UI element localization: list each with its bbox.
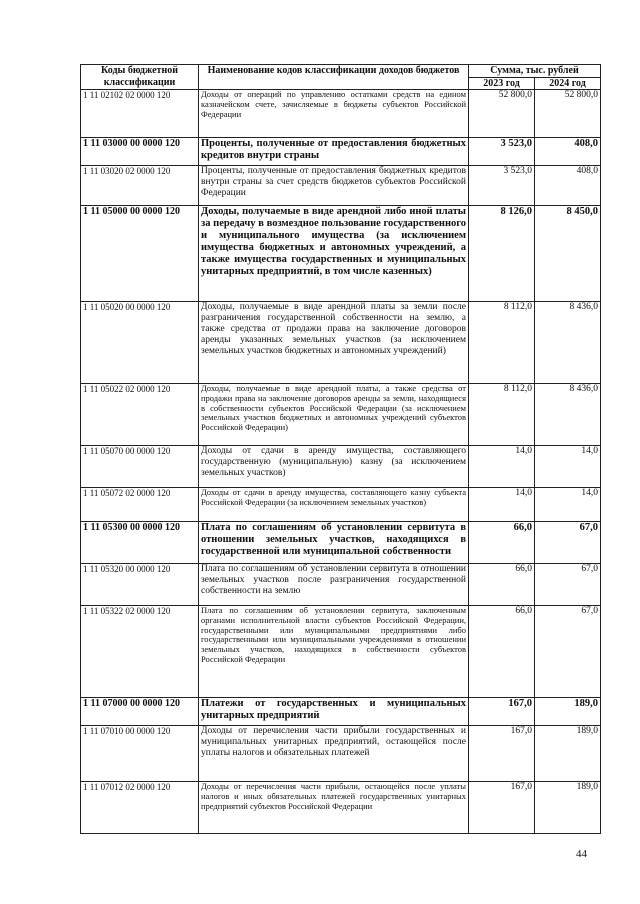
table-row (81, 522, 601, 564)
header-names: Наименование кодов классификации доходов бюджетов (199, 65, 469, 90)
row-2023: 52 800,0 (469, 90, 535, 138)
row-2023: 3 523,0 (469, 166, 535, 206)
table-row (81, 166, 601, 206)
budget-revenue-table (80, 64, 601, 834)
header-2024: 2024 год (535, 77, 601, 90)
table-row (81, 138, 601, 166)
row-2024: 67,0 (535, 564, 601, 606)
table-row (81, 698, 601, 726)
table-row (81, 782, 601, 834)
row-code: 1 11 05070 00 0000 120 (81, 446, 199, 488)
row-code: 1 11 05072 02 0000 120 (81, 488, 199, 522)
row-2024: 8 436,0 (535, 302, 601, 384)
row-2024: 52 800,0 (535, 90, 601, 138)
row-name: Доходы от сдачи в аренду имущества, составляющего казну субъекта Российской Федерации (за исключением земельных участков) (199, 488, 469, 522)
row-2023: 8 126,0 (469, 206, 535, 302)
row-code: 1 11 05320 00 0000 120 (81, 564, 199, 606)
row-2024: 14,0 (535, 488, 601, 522)
row-code: 1 11 05020 00 0000 120 (81, 302, 199, 384)
row-name: Доходы, получаемые в виде арендной платы за земли после разграничения государственной собственности на землю, а также средства от продажи права на заключение договоров аренды указанных земельных участков (за исключением земельных участков бюджетных и автономных учреждений) (199, 302, 469, 384)
row-name: Плата по соглашениям об установлении сервитута в отношении земельных участков после разграничения государственной собственности на землю (199, 564, 469, 606)
row-code: 1 11 05000 00 0000 120 (81, 206, 199, 302)
row-2024: 189,0 (535, 698, 601, 726)
row-2023: 8 112,0 (469, 384, 535, 446)
row-2023: 167,0 (469, 782, 535, 834)
row-2024: 408,0 (535, 166, 601, 206)
row-name: Плата по соглашениям об установлении сервитута, заключенным органами исполнительной власти субъектов Российской Федерации, государственными или муниципальными предприятиями либо государственными или муниципальными учреждениями в отношении земельных участков, находящихся в собственности субъектов Российской Федерации (199, 606, 469, 698)
table-row (81, 384, 601, 446)
header-row (81, 65, 601, 78)
row-2023: 66,0 (469, 522, 535, 564)
row-name: Доходы, получаемые в виде арендной платы, а также средства от продажи права на заключение договоров аренды за земли, находящиеся в собственности субъектов Российской Федерации (за исключением земельных участков бюджетных и автономных учреждений субъектов Российской Федерации) (199, 384, 469, 446)
row-code: 1 11 02102 02 0000 120 (81, 90, 199, 138)
row-code: 1 11 07012 02 0000 120 (81, 782, 199, 834)
row-name: Доходы от перечисления части прибыли государственных и муниципальных унитарных предприятий, остающейся после уплаты налогов и обязательных платежей (199, 726, 469, 782)
row-2024: 408,0 (535, 138, 601, 166)
row-name: Плата по соглашениям об установлении сервитута в отношении земельных участков, находящихся в государственной или муниципальной собственности (199, 522, 469, 564)
row-code: 1 11 05022 02 0000 120 (81, 384, 199, 446)
page-number: 44 (576, 848, 587, 860)
row-2023: 167,0 (469, 698, 535, 726)
header-2023: 2023 год (469, 77, 535, 90)
table-row (81, 302, 601, 384)
row-2024: 67,0 (535, 522, 601, 564)
header-sum: Сумма, тыс. рублей (469, 65, 601, 78)
row-name: Доходы от сдачи в аренду имущества, составляющего государственную (муниципальную) казну (за исключением земельных участков) (199, 446, 469, 488)
header-codes: Коды бюджетной классификации (81, 65, 199, 90)
row-2023: 3 523,0 (469, 138, 535, 166)
row-name: Доходы от перечисления части прибыли, остающейся после уплаты налогов и иных обязательных платежей государственных унитарных предприятий субъектов Российской Федерации (199, 782, 469, 834)
row-code: 1 11 05300 00 0000 120 (81, 522, 199, 564)
row-name: Проценты, полученные от предоставления бюджетных кредитов внутри страны (199, 138, 469, 166)
row-2023: 66,0 (469, 564, 535, 606)
row-2023: 66,0 (469, 606, 535, 698)
row-2023: 14,0 (469, 488, 535, 522)
table-row (81, 564, 601, 606)
row-2024: 8 436,0 (535, 384, 601, 446)
row-2024: 67,0 (535, 606, 601, 698)
row-name: Доходы от операций по управлению остатками средств на едином казначейском счете, зачисляемые в бюджеты субъектов Российской Федерации (199, 90, 469, 138)
table-row (81, 206, 601, 302)
row-code: 1 11 03000 00 0000 120 (81, 138, 199, 166)
row-2023: 8 112,0 (469, 302, 535, 384)
table-row (81, 606, 601, 698)
row-name: Проценты, полученные от предоставления бюджетных кредитов внутри страны за счет средств бюджетов субъектов Российской Федерации (199, 166, 469, 206)
row-code: 1 11 03020 02 0000 120 (81, 166, 199, 206)
row-name: Платежи от государственных и муниципальных унитарных предприятий (199, 698, 469, 726)
row-code: 1 11 05322 02 0000 120 (81, 606, 199, 698)
row-2024: 14,0 (535, 446, 601, 488)
row-code: 1 11 07010 00 0000 120 (81, 726, 199, 782)
row-2024: 189,0 (535, 726, 601, 782)
row-code: 1 11 07000 00 0000 120 (81, 698, 199, 726)
row-name: Доходы, получаемые в виде арендной либо иной платы за передачу в возмездное пользование государственного и муниципального имущества (за исключением имущества бюджетных и автономных учреждений, а также имущества государственных и муниципальных унитарных предприятий, в том числе казенных) (199, 206, 469, 302)
table-row (81, 446, 601, 488)
row-2024: 8 450,0 (535, 206, 601, 302)
row-2023: 14,0 (469, 446, 535, 488)
table-row (81, 726, 601, 782)
row-2024: 189,0 (535, 782, 601, 834)
row-2023: 167,0 (469, 726, 535, 782)
table-row (81, 488, 601, 522)
table-row (81, 90, 601, 138)
